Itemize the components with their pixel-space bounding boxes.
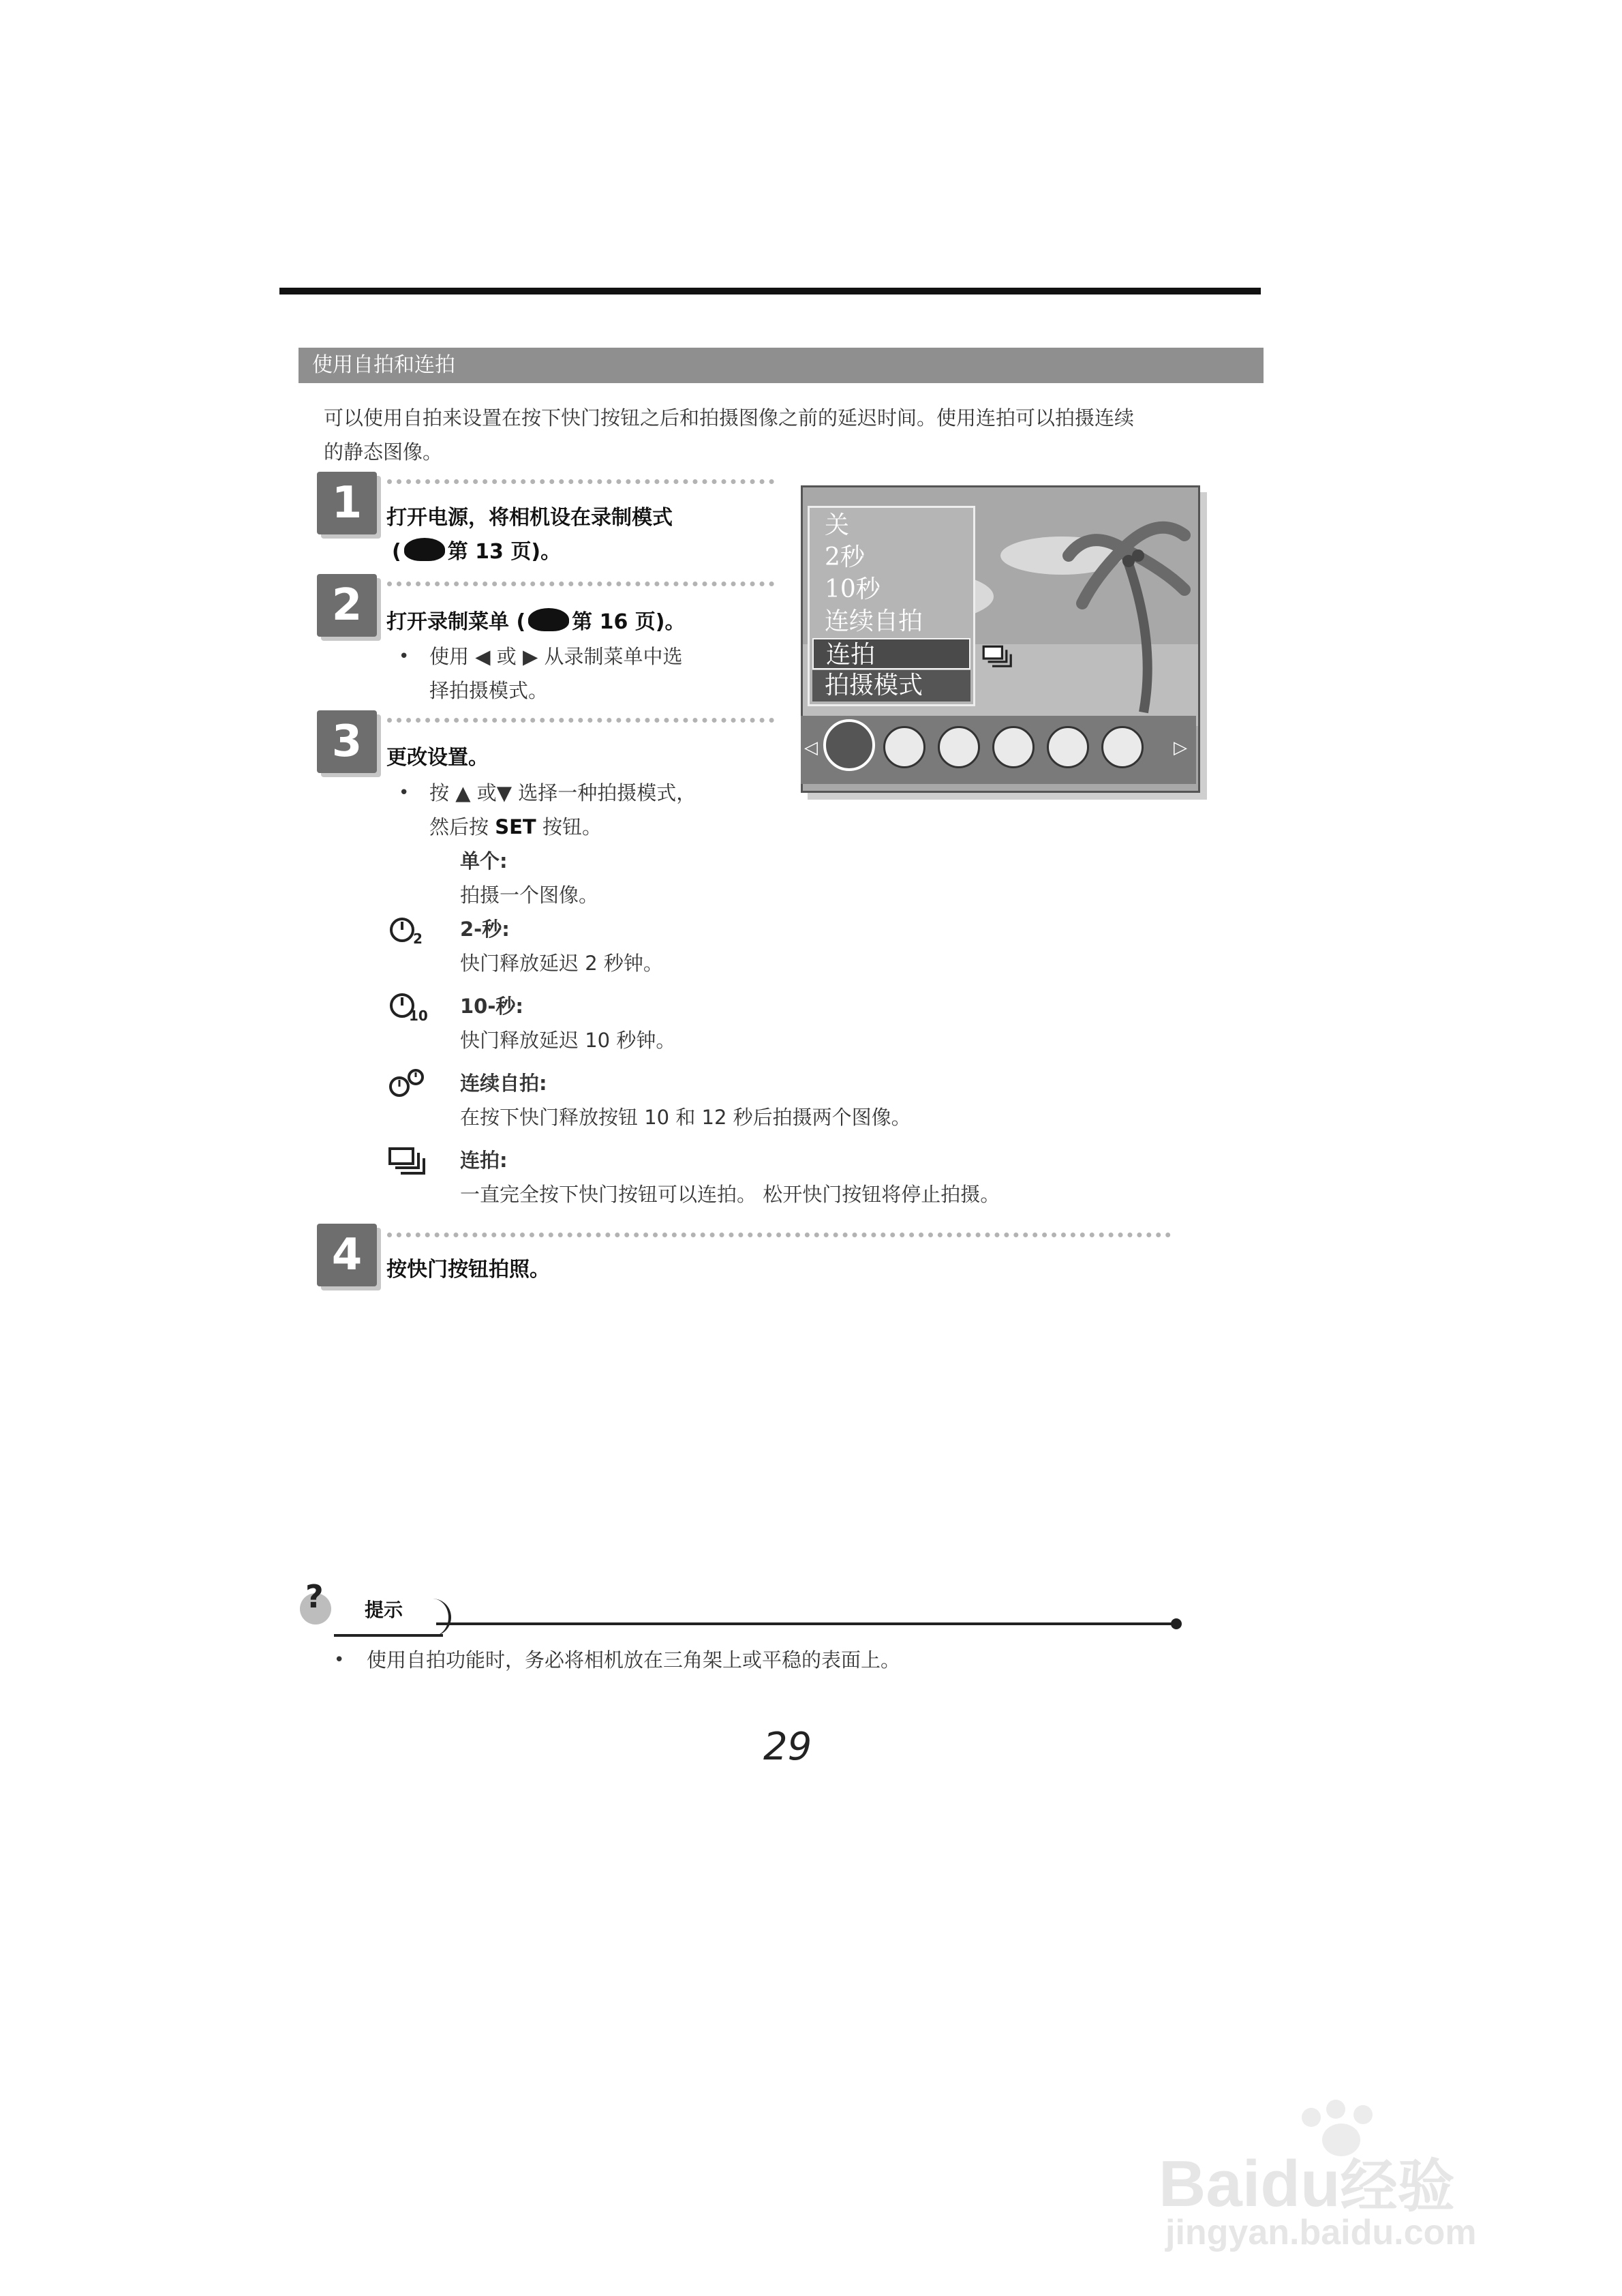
step-1-number: 1 [317, 472, 377, 534]
menu-item-off[interactable]: 关 [825, 511, 850, 539]
page-ref-icon [528, 608, 569, 631]
page-ref-icon [404, 538, 445, 561]
tip-line [436, 1622, 1176, 1625]
mode-single-name: 单个: [460, 849, 508, 873]
step-3-bullet-line-1: 按 ▲ 或▼ 选择一种拍摄模式， [429, 781, 697, 804]
step-3-divider [387, 718, 774, 723]
scroll-left-icon[interactable]: ◁ [804, 738, 818, 758]
intro-line-1: 可以使用自拍来设置在按下快门按钮之后和拍摄图像之前的延迟时间。使用连拍可以拍摄连续 [324, 406, 1135, 429]
step-1-ref-page: 第 13 页)。 [447, 540, 562, 564]
mode-10s-desc: 快门释放延迟 10 秒钟。 [460, 1029, 676, 1052]
bullet-icon: • [334, 1650, 345, 1670]
portrait-mode-icon[interactable] [938, 726, 980, 768]
watermark-brand-part-2: du [1260, 2147, 1341, 2220]
step-4-number: 4 [317, 1224, 377, 1286]
step-1-ref [392, 535, 561, 569]
timer-10s-icon [387, 989, 428, 1023]
menu-item-double-self-timer[interactable]: 连续自拍 [825, 607, 923, 635]
mode-double-self-timer-name: 连续自拍: [460, 1072, 547, 1095]
step-2-title [386, 605, 686, 639]
step-2-divider [387, 581, 774, 586]
mode-burst-name: 连拍: [460, 1149, 508, 1172]
step-4-divider [387, 1233, 1171, 1237]
step-3-line-2-pre: 然后按 [429, 815, 489, 839]
baidu-watermark [1159, 2100, 1581, 2252]
step-1-divider [387, 479, 774, 484]
scroll-right-icon[interactable]: ▷ [1174, 738, 1187, 758]
mode-2s-desc: 快门释放延迟 2 秒钟。 [460, 952, 663, 975]
step-2-bullet-line-1: 使用 ◀ 或 ▶ 从录制菜单中选 [429, 645, 683, 668]
menu-title: 拍摄模式 [812, 670, 970, 701]
menu-item-burst[interactable]: 连拍 [812, 638, 970, 669]
tip-label: 提示 [365, 1599, 403, 1621]
tip-line-end-dot [1171, 1618, 1182, 1629]
double-self-timer-icon [387, 1066, 428, 1100]
self-timer-mode-icon[interactable] [823, 719, 875, 771]
step-3-number: 3 [317, 710, 377, 773]
step-2-bullet-line-2: 择拍摄模式。 [429, 679, 549, 702]
tip-bracket [421, 1599, 451, 1636]
intro-line-2: 的静态图像。 [324, 440, 443, 464]
mode-double-self-timer-desc: 在按下快门释放按钮 10 和 12 秒后拍摄两个图像。 [460, 1106, 911, 1129]
step-4-title: 按快门按钮拍照。 [386, 1258, 550, 1282]
step-2-title-text: 打开录制菜单 ( [386, 610, 526, 634]
intro-text [324, 401, 1264, 469]
burst-indicator-icon [981, 641, 1014, 671]
page-number: 29 [763, 1725, 812, 1769]
stamp-mode-icon[interactable] [1101, 726, 1144, 768]
bullet-icon: • [399, 646, 410, 667]
menu-item-10s[interactable]: 10秒 [825, 575, 881, 603]
step-1-title: 打开电源，将相机设在录制模式 [386, 506, 673, 530]
white-balance-icon[interactable] [1047, 726, 1089, 768]
question-icon: ? [300, 1578, 331, 1626]
timer-2s-icon [387, 912, 428, 946]
step-2-ref-page: 第 16 页)。 [572, 610, 686, 634]
section-title: 使用自拍和连拍 [299, 348, 1264, 383]
mode-10s-name: 10-秒: [460, 995, 523, 1018]
mode-single-desc: 拍摄一个图像。 [460, 883, 599, 907]
svg-text:10: 10 [409, 1008, 428, 1023]
svg-text:2: 2 [413, 931, 423, 946]
bullet-icon: • [399, 783, 410, 803]
menu-item-2s[interactable]: 2秒 [825, 543, 865, 571]
burst-icon [387, 1143, 428, 1177]
step-2-number: 2 [317, 574, 377, 637]
watermark-suffix: 经验 [1340, 2154, 1455, 2218]
step-3-line-2-post: 按钮。 [542, 815, 602, 839]
mode-burst-desc: 一直完全按下快门按钮可以连拍。 松开快门按钮将停止拍摄。 [460, 1183, 1000, 1206]
step-3-bullet-line-2 [429, 810, 602, 844]
tip-text: 使用自拍功能时，务必将相机放在三角架上或平稳的表面上。 [367, 1648, 901, 1672]
watermark-url: jingyan.baidu.com [1165, 2213, 1477, 2252]
set-key-label: SET [495, 815, 536, 839]
shooting-mode-menu [808, 506, 975, 706]
step-3-title: 更改设置。 [386, 746, 489, 770]
watermark-brand [1159, 2141, 1455, 2223]
exposure-mode-icon[interactable] [992, 726, 1035, 768]
mode-2s-name: 2-秒: [460, 918, 510, 941]
burst-mode-icon[interactable] [883, 726, 925, 768]
watermark-brand-part-1: Bai [1159, 2147, 1261, 2220]
step-1-ref-open: ( [392, 540, 401, 564]
top-rule [279, 288, 1261, 294]
